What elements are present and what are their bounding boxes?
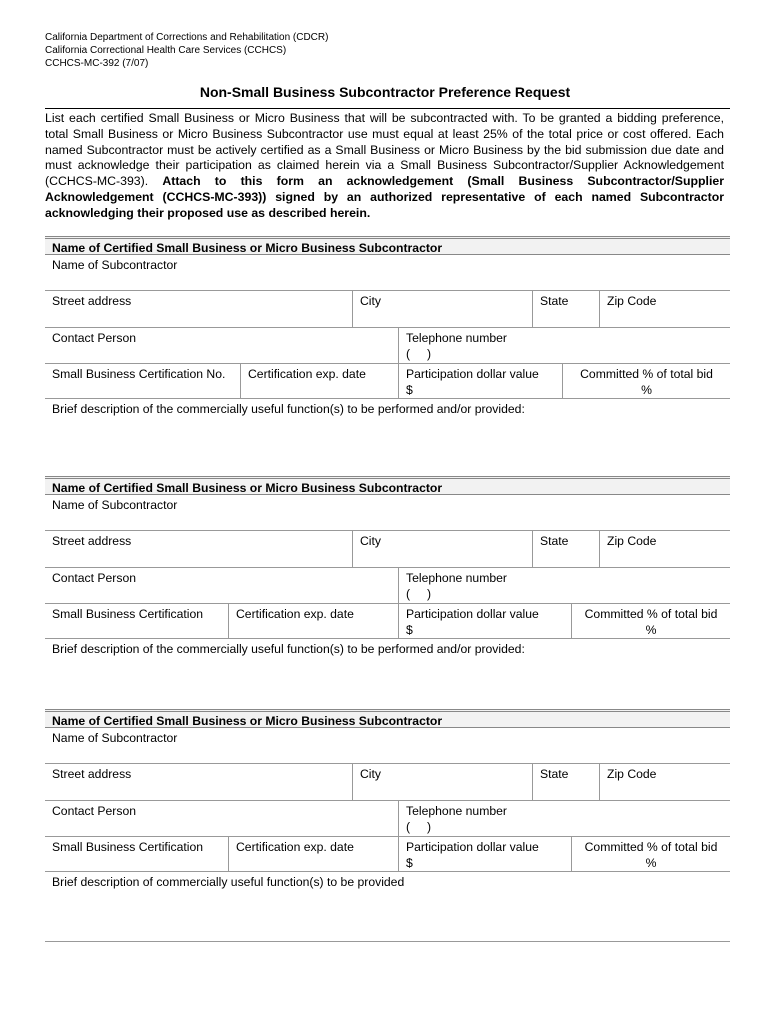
participation-label: Participation dollar value [406,367,539,381]
zip-code-field[interactable]: Zip Code [599,531,730,567]
telephone-label: Telephone number [406,804,507,818]
city-field[interactable]: City [352,531,532,567]
telephone-field[interactable] [398,568,730,603]
address-row [45,291,730,328]
dollar-sign: $ [406,855,413,870]
committed-label: Committed % of total bid [584,840,718,854]
contact-person-field[interactable]: Contact Person [52,804,137,818]
state-field[interactable]: State [532,531,599,567]
page-title: Non-Small Business Subcontractor Preference Request [199,84,571,100]
address-row [45,764,730,801]
subcontractor-section-3 [45,709,730,925]
description-field[interactable]: Brief description of the commercially useful function(s) to be performed and/or provided: [52,402,525,416]
certification-row [45,364,730,399]
street-address-field[interactable]: Street address [52,767,132,781]
division-name: California Correctional Health Care Services (CCHCS) [45,45,287,56]
percent-sign: % [645,622,657,637]
telephone-label: Telephone number [406,331,507,345]
telephone-format: ( ) [406,586,432,601]
percent-sign: % [645,855,657,870]
description-field[interactable]: Brief description of commercially useful function(s) to be provided [52,875,405,889]
intro-paragraph [45,111,724,222]
subcontractor-section-2 [45,476,730,702]
certification-row [45,837,730,872]
title-divider [45,108,730,109]
intro-bold-text: Attach to this form an acknowledgement (Small Business Subcontractor/Supplier Acknowledgement (CCHCS-MC-393)) signed by an authorized representative of each named Subcontractor acknowledging their proposed use as described herein. [45,174,725,220]
committed-label: Committed % of total bid [584,607,718,621]
street-address-field[interactable]: Street address [52,534,132,548]
certification-number-field[interactable]: Small Business Certification [52,840,204,854]
form-number: CCHCS-MC-392 (7/07) [45,58,149,69]
zip-code-field[interactable]: Zip Code [599,291,730,327]
percent-sign: % [641,382,652,397]
contact-row [45,568,730,604]
dollar-sign: $ [406,622,413,637]
telephone-field[interactable] [398,328,730,363]
section-heading: Name of Certified Small Business or Micro Business Subcontractor [45,236,730,255]
agency-name: California Department of Corrections and Rehabilitation (CDCR) [45,32,329,43]
state-field[interactable]: State [532,764,599,800]
committed-percent-field[interactable] [571,837,730,871]
certification-exp-field[interactable]: Certification exp. date [228,604,398,638]
telephone-format: ( ) [406,346,432,361]
section-heading: Name of Certified Small Business or Micro Business Subcontractor [45,709,730,728]
section-heading: Name of Certified Small Business or Micro Business Subcontractor [45,476,730,495]
participation-label: Participation dollar value [406,840,539,854]
city-field[interactable]: City [352,764,532,800]
participation-value-field[interactable] [398,604,571,638]
contact-row [45,328,730,364]
certification-number-field[interactable]: Small Business Certification No. [52,367,226,381]
name-row[interactable] [45,255,730,291]
city-field[interactable]: City [352,291,532,327]
subcontractor-section-1 [45,236,730,462]
name-row[interactable] [45,728,730,764]
subcontractor-name-field[interactable]: Name of Subcontractor [52,258,178,272]
address-row [45,531,730,568]
certification-number-field[interactable]: Small Business Certification [52,607,204,621]
participation-value-field[interactable] [398,837,571,871]
dollar-sign: $ [406,382,413,397]
subcontractor-name-field[interactable]: Name of Subcontractor [52,731,178,745]
state-field[interactable]: State [532,291,599,327]
certification-row [45,604,730,639]
contact-row [45,801,730,837]
bottom-divider [45,941,730,942]
telephone-label: Telephone number [406,571,507,585]
participation-label: Participation dollar value [406,607,539,621]
contact-person-field[interactable]: Contact Person [52,571,137,585]
committed-label: Committed % of total bid [580,367,713,381]
contact-person-field[interactable]: Contact Person [52,331,137,345]
description-field[interactable]: Brief description of the commercially useful function(s) to be performed and/or provided: [52,642,525,656]
committed-percent-field[interactable] [562,364,730,398]
intro-text: List each certified Small Business or Micro Business that will be subcontracted with. To be granted a bidding preference, total Small Business or Micro Business Subcontractor use must equal at least 25% of the total price or cost offered. Each named Subcontractor must be actively certified as a Small Business or Micro Business by the bid submission due date and must acknowledge their participation as claimed herein via a Small Business Subcontractor/Supplier Acknowledgement (CCHCS-MC-393). [45,111,724,189]
subcontractor-name-field[interactable]: Name of Subcontractor [52,498,178,512]
certification-exp-field[interactable]: Certification exp. date [228,837,398,871]
street-address-field[interactable]: Street address [52,294,132,308]
telephone-field[interactable] [398,801,730,836]
zip-code-field[interactable]: Zip Code [599,764,730,800]
certification-exp-field[interactable]: Certification exp. date [240,364,398,398]
telephone-format: ( ) [406,819,432,834]
form-header [45,31,328,70]
committed-percent-field[interactable] [571,604,730,638]
participation-value-field[interactable] [398,364,562,398]
name-row[interactable] [45,495,730,531]
